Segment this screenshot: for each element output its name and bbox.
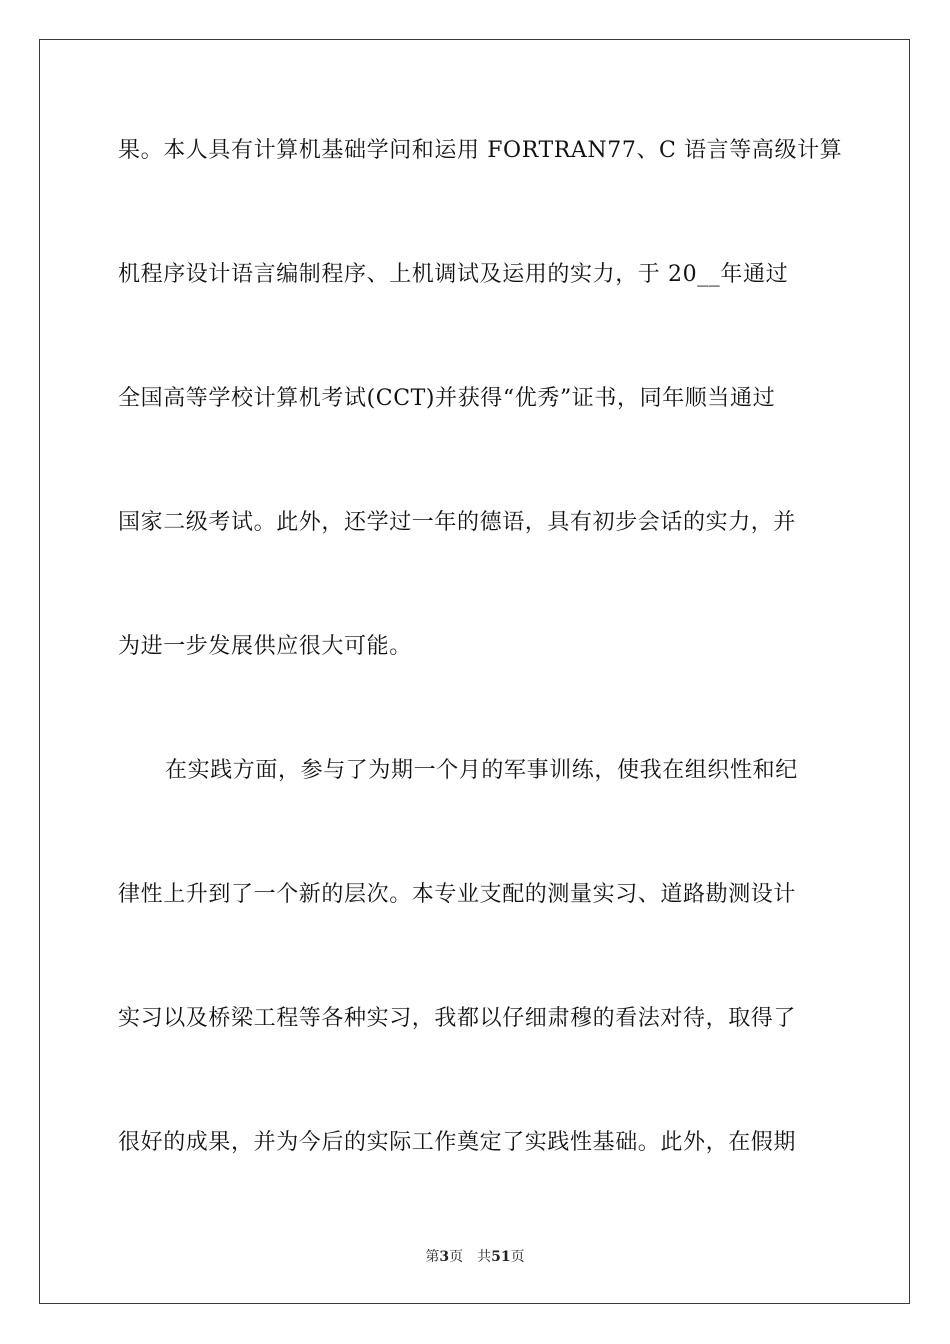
total-pages: 51	[491, 1249, 511, 1265]
body-text-line: 果。本人具有计算机基础学问和运用 FORTRAN77、C 语言等高级计算	[118, 138, 843, 163]
page-prefix: 第	[425, 1249, 440, 1265]
paragraph-first-line: 在实践方面，参与了为期一个月的军事训练，使我在组织性和纪	[165, 758, 798, 783]
body-text-line: 为进一步发展供应很大可能。	[118, 634, 412, 659]
total-suffix: 页	[510, 1249, 525, 1265]
body-text-line: 很好的成果，并为今后的实际工作奠定了实践性基础。此外，在假期	[118, 1130, 797, 1155]
page-suffix: 页	[449, 1249, 464, 1265]
body-text-line: 实习以及桥梁工程等各种实习，我都以仔细肃穆的看法对待，取得了	[118, 1006, 797, 1031]
page-border	[39, 39, 910, 1304]
body-text-line: 机程序设计语言编制程序、上机调试及运用的实力，于 20__年通过	[118, 262, 789, 287]
page-number: 3	[439, 1249, 450, 1265]
total-prefix: 共	[477, 1249, 492, 1265]
body-text-line: 律性上升到了一个新的层次。本专业支配的测量实习、道路勘测设计	[118, 882, 797, 907]
body-text-line: 全国高等学校计算机考试(CCT)并获得“优秀”证书，同年顺当通过	[118, 386, 776, 411]
page-footer	[0, 1248, 950, 1266]
body-text-line: 国家二级考试。此外，还学过一年的德语，具有初步会话的实力，并	[118, 510, 797, 535]
